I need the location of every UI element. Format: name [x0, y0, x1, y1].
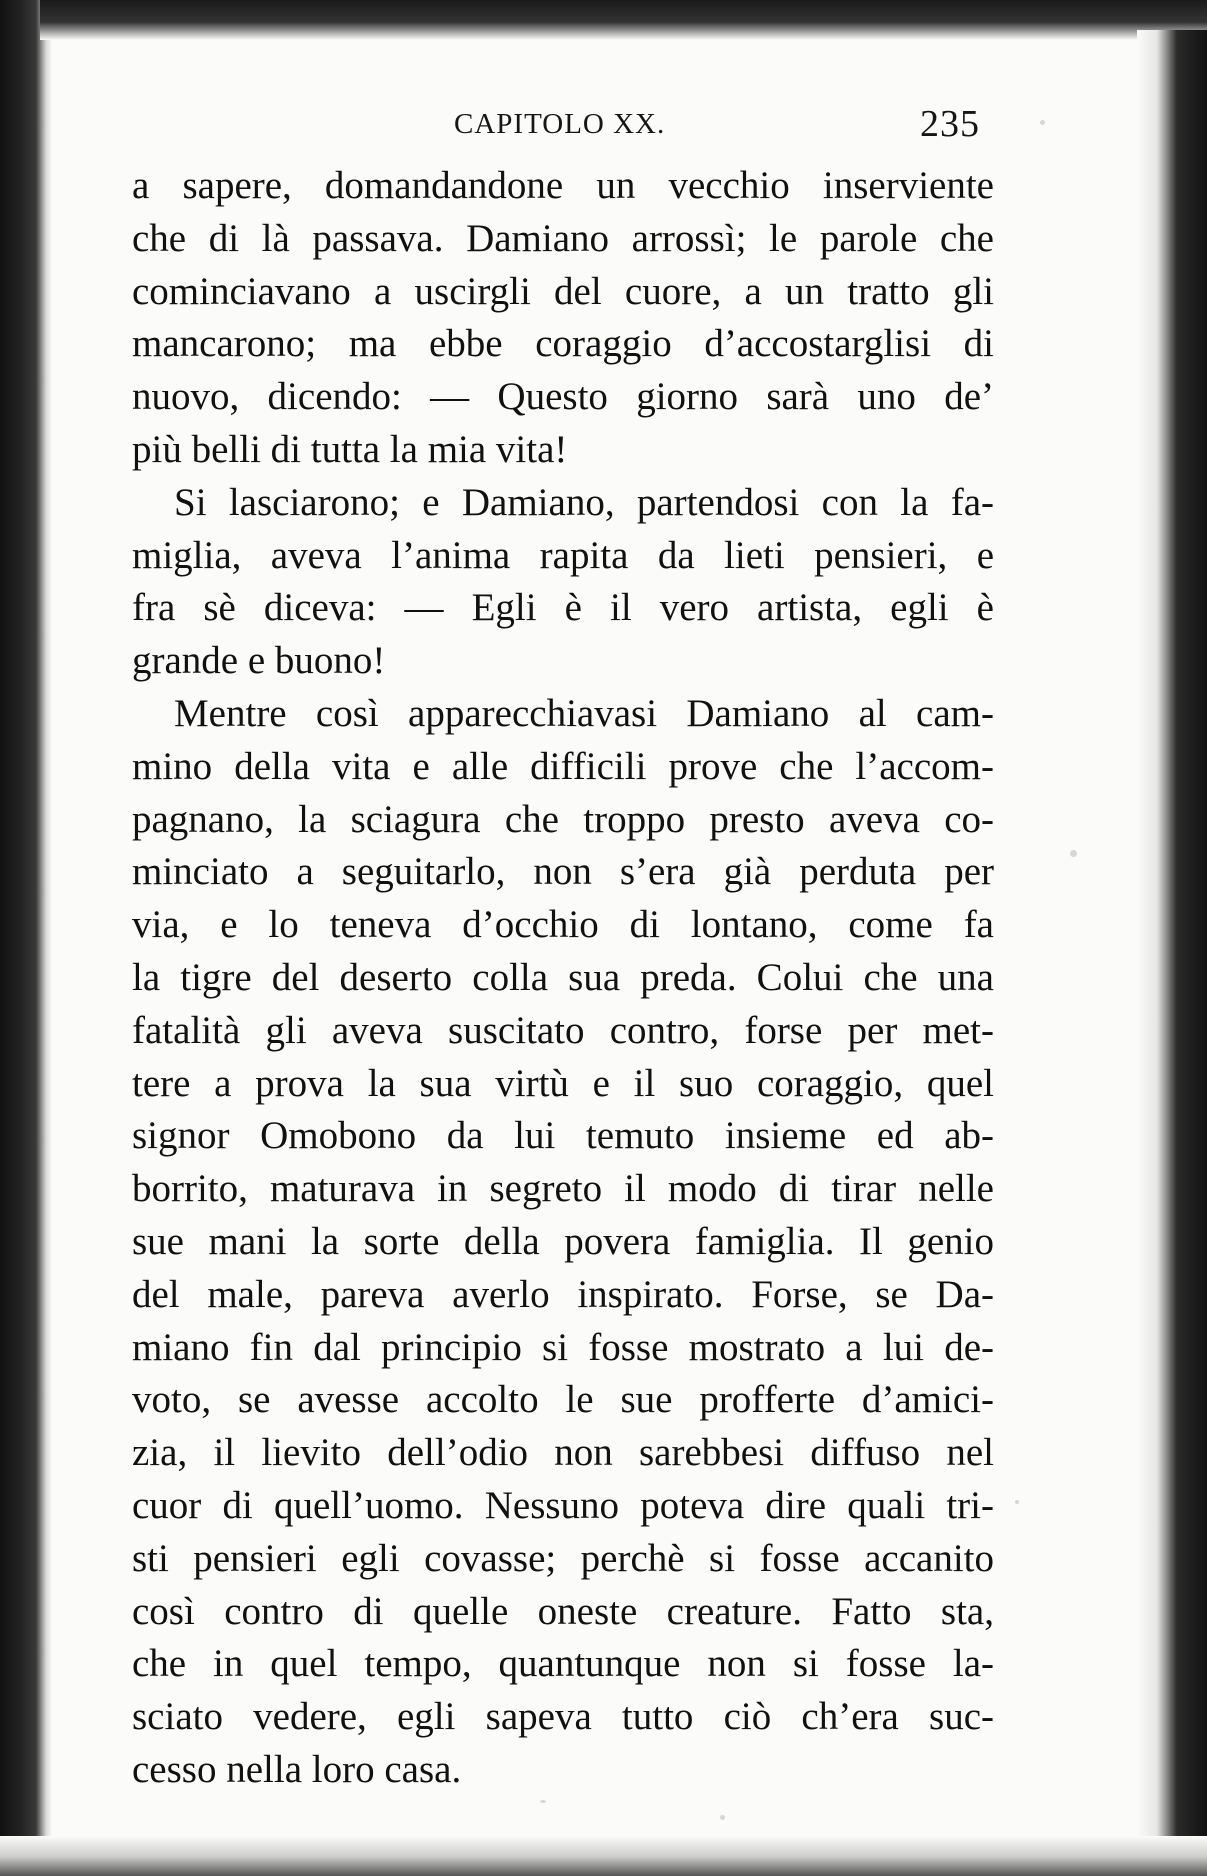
- text-line: miano fin dal principio si fosse mostrato a lui de-: [132, 1325, 994, 1369]
- text-line: la tigre del deserto colla sua preda. Colui che una: [132, 955, 994, 999]
- text-line: che in quel tempo, quantunque non si fosse la-: [132, 1642, 994, 1686]
- scan-speckle: [1015, 1500, 1019, 1504]
- text-line: grande e buono!: [132, 639, 386, 683]
- text-line: tere a prova la sua virtù e il suo coraggio, quel: [132, 1061, 994, 1105]
- text-line: a sapere, domandandone un vecchio inserviente: [132, 164, 994, 207]
- text-line: così contro di quelle oneste creature. Fatto sta,: [132, 1589, 994, 1633]
- page-edge-right: [1137, 30, 1207, 1876]
- running-head: CAPITOLO XX.: [454, 108, 666, 140]
- text-line: voto, se avesse accolto le sue profferte d’amici-: [132, 1378, 994, 1422]
- text-line: via, e lo teneva d’occhio di lontano, come fa: [132, 903, 994, 947]
- scan-speckle: [720, 1815, 725, 1820]
- text-line: signor Omobono da lui temuto insieme ed ab-: [132, 1114, 994, 1158]
- text-line: cuor di quell’uomo. Nessuno poteva dire quali tri-: [132, 1483, 994, 1527]
- text-line: più belli di tutta la mia vita!: [132, 427, 568, 471]
- text-line: mino della vita e alle difficili prove che l’accom-: [132, 744, 994, 788]
- page-edge-bottom: [0, 1836, 1207, 1876]
- text-line: miglia, aveva l’anima rapita da lieti pensieri, e: [132, 533, 994, 577]
- text-line: nuovo, dicendo: — Questo giorno sarà uno de’: [132, 375, 994, 419]
- text-line: pagnano, la sciagura che troppo presto aveva co-: [132, 797, 994, 841]
- page-edge-top: [40, 0, 1207, 40]
- text-line: sciato vedere, egli sapeva tutto ciò ch’era suc-: [132, 1695, 994, 1739]
- text-line: del male, pareva averlo inspirato. Forse, se Da-: [132, 1272, 994, 1316]
- text-line: Si lasciarono; e Damiano, partendosi con la fa-: [174, 480, 994, 524]
- text-line: zia, il lievito dell’odio non sarebbesi diffuso nel: [132, 1431, 994, 1475]
- text-line: fatalità gli aveva suscitato contro, forse per met-: [132, 1008, 994, 1052]
- page-header: [132, 104, 994, 150]
- text-line: cesso nella loro casa.: [132, 1747, 462, 1791]
- scan-speckle: [540, 1800, 546, 1803]
- body-text: [132, 160, 994, 1797]
- scan-speckle: [1040, 120, 1045, 125]
- text-line: minciato a seguitarlo, non s’era già perduta per: [132, 850, 994, 894]
- text-line: sti pensieri egli covasse; perchè si fosse accanito: [132, 1536, 994, 1580]
- scan-speckle: [1070, 850, 1077, 857]
- text-line: sue mani la sorte della povera famiglia. Il genio: [132, 1219, 994, 1263]
- text-line: fra sè diceva: — Egli è il vero artista, egli è: [132, 586, 994, 630]
- text-line: Mentre così apparecchiavasi Damiano al cam-: [174, 691, 994, 735]
- text-line: borrito, maturava in segreto il modo di tirar nelle: [132, 1167, 994, 1211]
- text-line: mancarono; ma ebbe coraggio d’accostarglisi di: [132, 322, 994, 366]
- binding-shadow-left: [0, 0, 52, 1876]
- page-number: 235: [920, 103, 980, 145]
- text-line: che di là passava. Damiano arrossì; le parole che: [132, 216, 994, 260]
- text-line: cominciavano a uscirgli del cuore, a un tratto gli: [132, 269, 994, 313]
